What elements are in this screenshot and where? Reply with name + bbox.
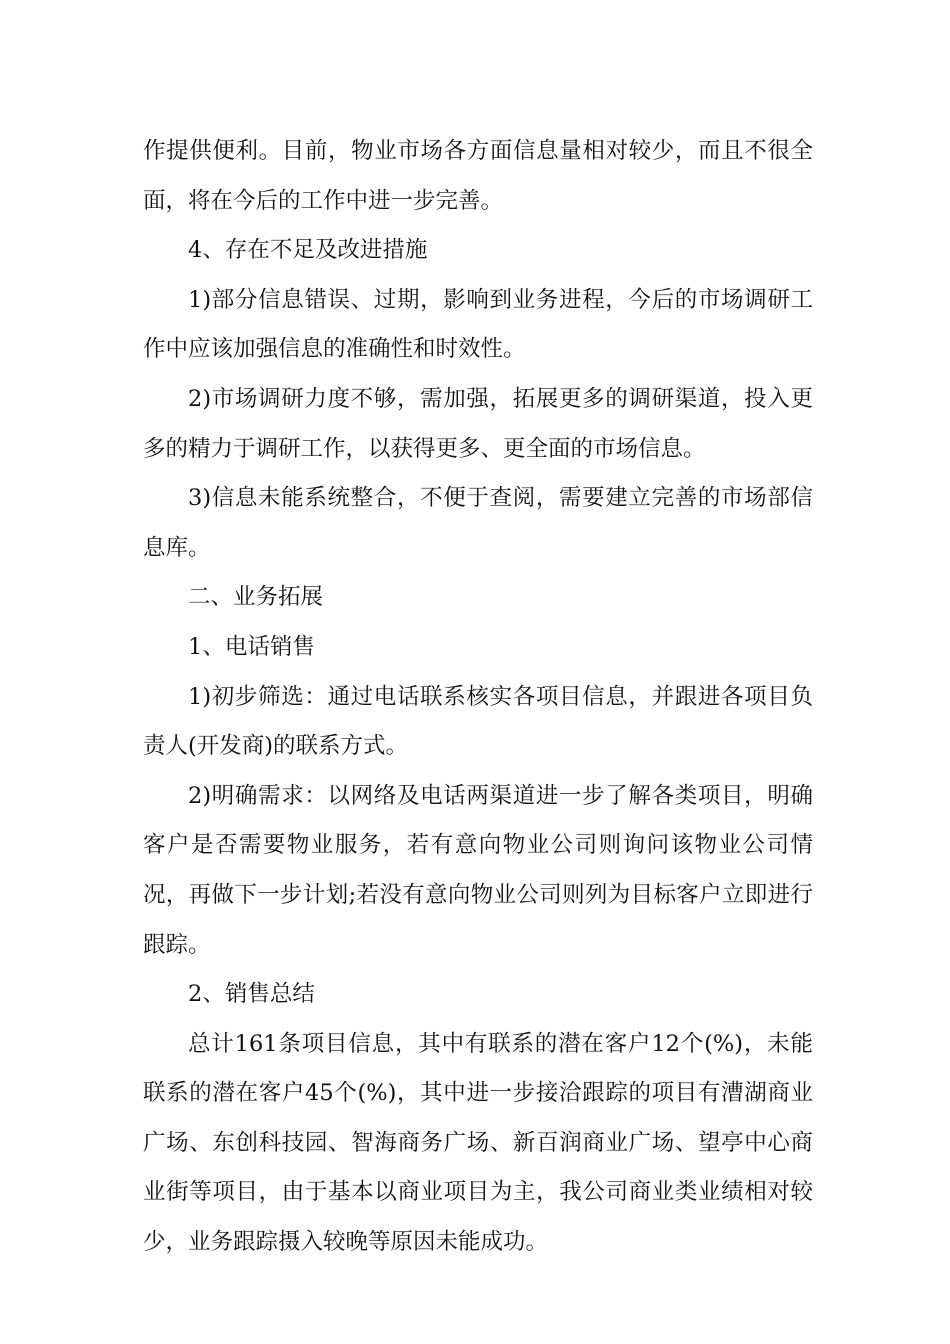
list-item-paragraph: 1)部分信息错误、过期，影响到业务进程，今后的市场调研工作中应该加强信息的准确性和时效性。	[143, 286, 813, 363]
list-item-paragraph: 2)市场调研力度不够，需加强，拓展更多的调研渠道，投入更多的精力于调研工作，以获得更多、更全面的市场信息。	[143, 385, 813, 462]
list-item-paragraph: 3)信息未能系统整合，不便于查阅，需要建立完善的市场部信息库。	[143, 485, 813, 561]
subsection-heading-sales-summary: 2、销售总结	[188, 981, 315, 1008]
list-item-paragraph: 2)明确需求：以网络及电话两渠道进一步了解各类项目，明确客户是否需要物业服务，若有意向物业公司则询问该物业公司情况，再做下一步计划;若没有意向物业公司则列为目标客户立即进行跟踪。	[143, 782, 813, 958]
paragraph-continuation: 作提供便利。目前，物业市场各方面信息量相对较少，而且不很全面，将在今后的工作中进一步完善。	[143, 138, 813, 214]
summary-paragraph: 总计161条项目信息，其中有联系的潜在客户12个(%)，未能联系的潜在客户45个(%)，其中进一步接洽跟踪的项目有漕湖商业广场、东创科技园、智海商务广场、新百润商业广场、望亭中心商业街等项目，由于基本以商业项目为主，我公司商业类业绩相对较少，业务跟踪摄入较晚等原因未能成功。	[143, 1030, 813, 1256]
document-body	[143, 127, 813, 1268]
list-item-paragraph: 1)初步筛选：通过电话联系核实各项目信息，并跟进各项目负责人(开发商)的联系方式。	[143, 683, 813, 760]
subsection-heading-phone-sales: 1、电话销售	[188, 633, 315, 660]
section-heading-business-expansion: 二、业务拓展	[188, 584, 324, 611]
section-heading-shortcomings: 4、存在不足及改进措施	[188, 237, 428, 264]
